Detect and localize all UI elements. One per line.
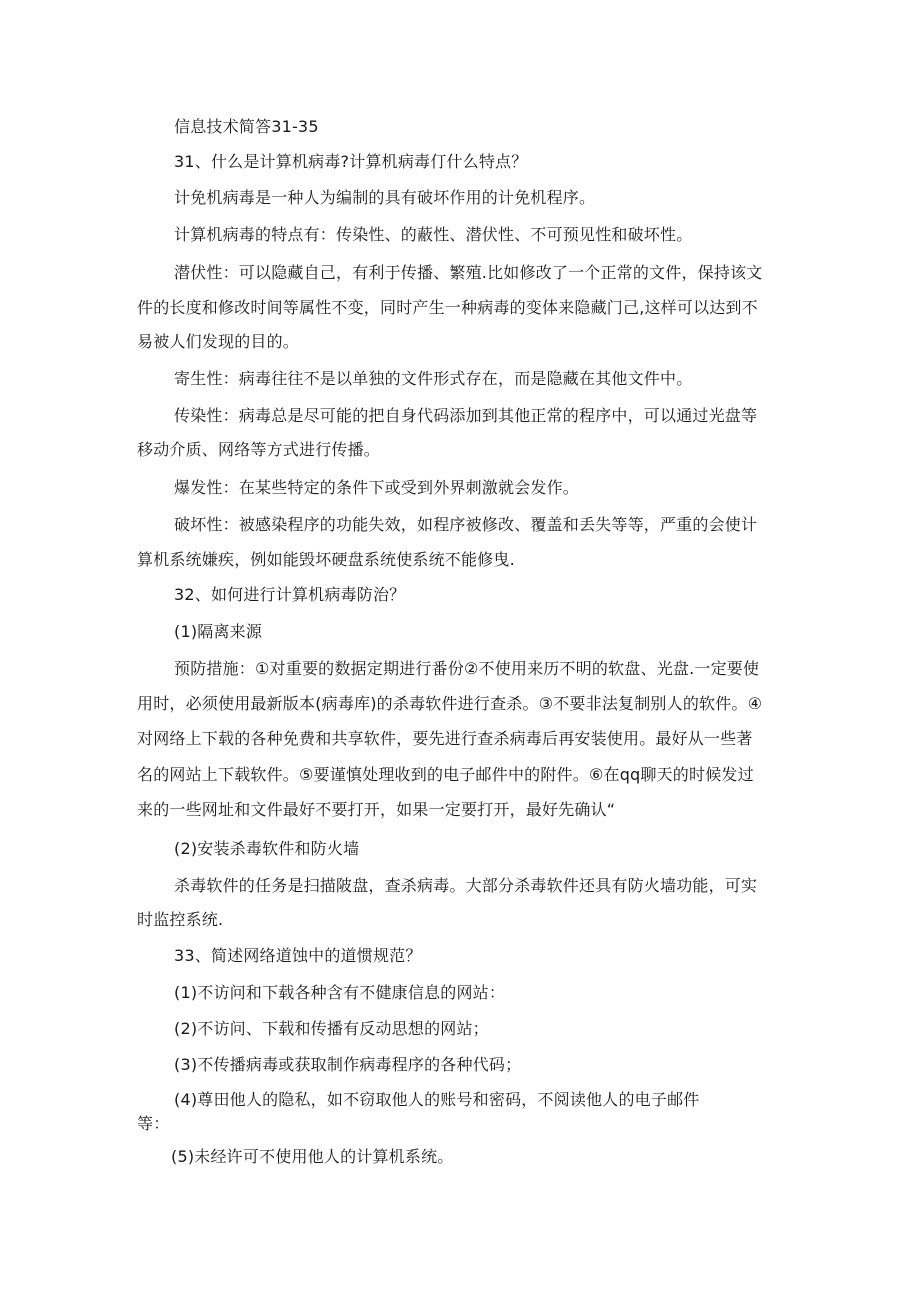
list-item-continuation: 等： — [137, 1114, 170, 1133]
paragraph-line: 传染性：病毒总是尽可能的把自身代码添加到其他正常的程序中，可以通过光盘等 — [174, 406, 758, 425]
subheading: (1)隔离来源 — [174, 622, 263, 641]
subheading: (2)安装杀毒软件和防火墙 — [174, 839, 360, 858]
list-item: (2)不访问、下载和传播有反动思想的网站； — [174, 1019, 489, 1038]
paragraph-line: 移动介质、网络等方式进行传播。 — [137, 440, 381, 459]
paragraph-line: 计免机病毒是一种人为编制的具有破坏作用的计免机程序。 — [174, 188, 596, 207]
paragraph-line: 易被人们发现的目的。 — [137, 332, 300, 351]
paragraph-line: 用时，必须使用最新版本(病毒库)的杀毒软件进行查杀。③不要非法复制别人的软件。④ — [137, 694, 763, 713]
paragraph-line: 预防措施：①对重要的数据定期进行番份②不使用来历不明的软盘、光盘.一定要使 — [174, 659, 760, 678]
paragraph-line: 寄生性：病毒往往不是以单独的文件形式存在，而是隐藏在其他文件中。 — [174, 369, 693, 388]
paragraph-line: 杀毒软件的任务是扫描陂盘，查杀病毒。大部分杀毒软件还具有防火墙功能，可实 — [174, 876, 758, 895]
document-title: 信息技术简答31-35 — [174, 117, 319, 136]
paragraph-line: 对网络上下载的各种免费和共享软件，要先进行查杀病毒后再安装使用。最好从一些著 — [137, 729, 753, 748]
paragraph-line: 计算机病毒的特点有：传染性、的蔽性、潜伏性、不可预见性和破坏性。 — [174, 225, 693, 244]
list-item: (4)尊田他人的隐私，如不窃取他人的账号和密码，不阅读他人的电子邮件 — [174, 1090, 700, 1109]
paragraph-line: 破坏性：被感染程序的功能失效，如程序被修改、覆盖和丢失等等，严重的会使计 — [174, 515, 758, 534]
paragraph-line: 名的网站上下载软件。⑤要谨慎处理收到的电子邮件中的附件。⑥在qq聊天的时候发过 — [137, 765, 754, 784]
question-33-heading: 33、简述网络道蚀中的道惯规范？ — [174, 946, 422, 965]
paragraph-line: 爆发性：在某些特定的条件下或受到外界刺激就会发作。 — [174, 478, 580, 497]
question-31-heading: 31、什么是计算机病毒?计算机病毒仃什么特点？ — [174, 152, 528, 171]
paragraph-line: 来的一些网址和文件最好不要打开，如果一定要打开，最好先确认“ — [137, 800, 616, 819]
paragraph-line: 时监控系统. — [137, 910, 224, 929]
question-32-heading: 32、如何进行计算机病毒防治？ — [174, 585, 406, 604]
list-item: (1)不访问和下载各种含有不健康信息的网站： — [174, 983, 506, 1002]
paragraph-line: 件的长度和修改时间等属性不变，同时产生一种病毒的变体来隐藏门己,这样可以达到不 — [137, 298, 758, 317]
paragraph-line: 潜伏性：可以隐藏自己，有利于传播、繁殖.比如修改了一个正常的文件，保持该文 — [174, 263, 763, 282]
list-item: (3)不传播病毒或获取制作病毒程序的各种代码； — [174, 1055, 522, 1074]
paragraph-line: 算机系统嫌疾，例如能毁坏硬盘系统使系统不能修曳. — [137, 550, 515, 569]
list-item: (5)未经许可不使用他人的计算机系统。 — [171, 1147, 454, 1166]
